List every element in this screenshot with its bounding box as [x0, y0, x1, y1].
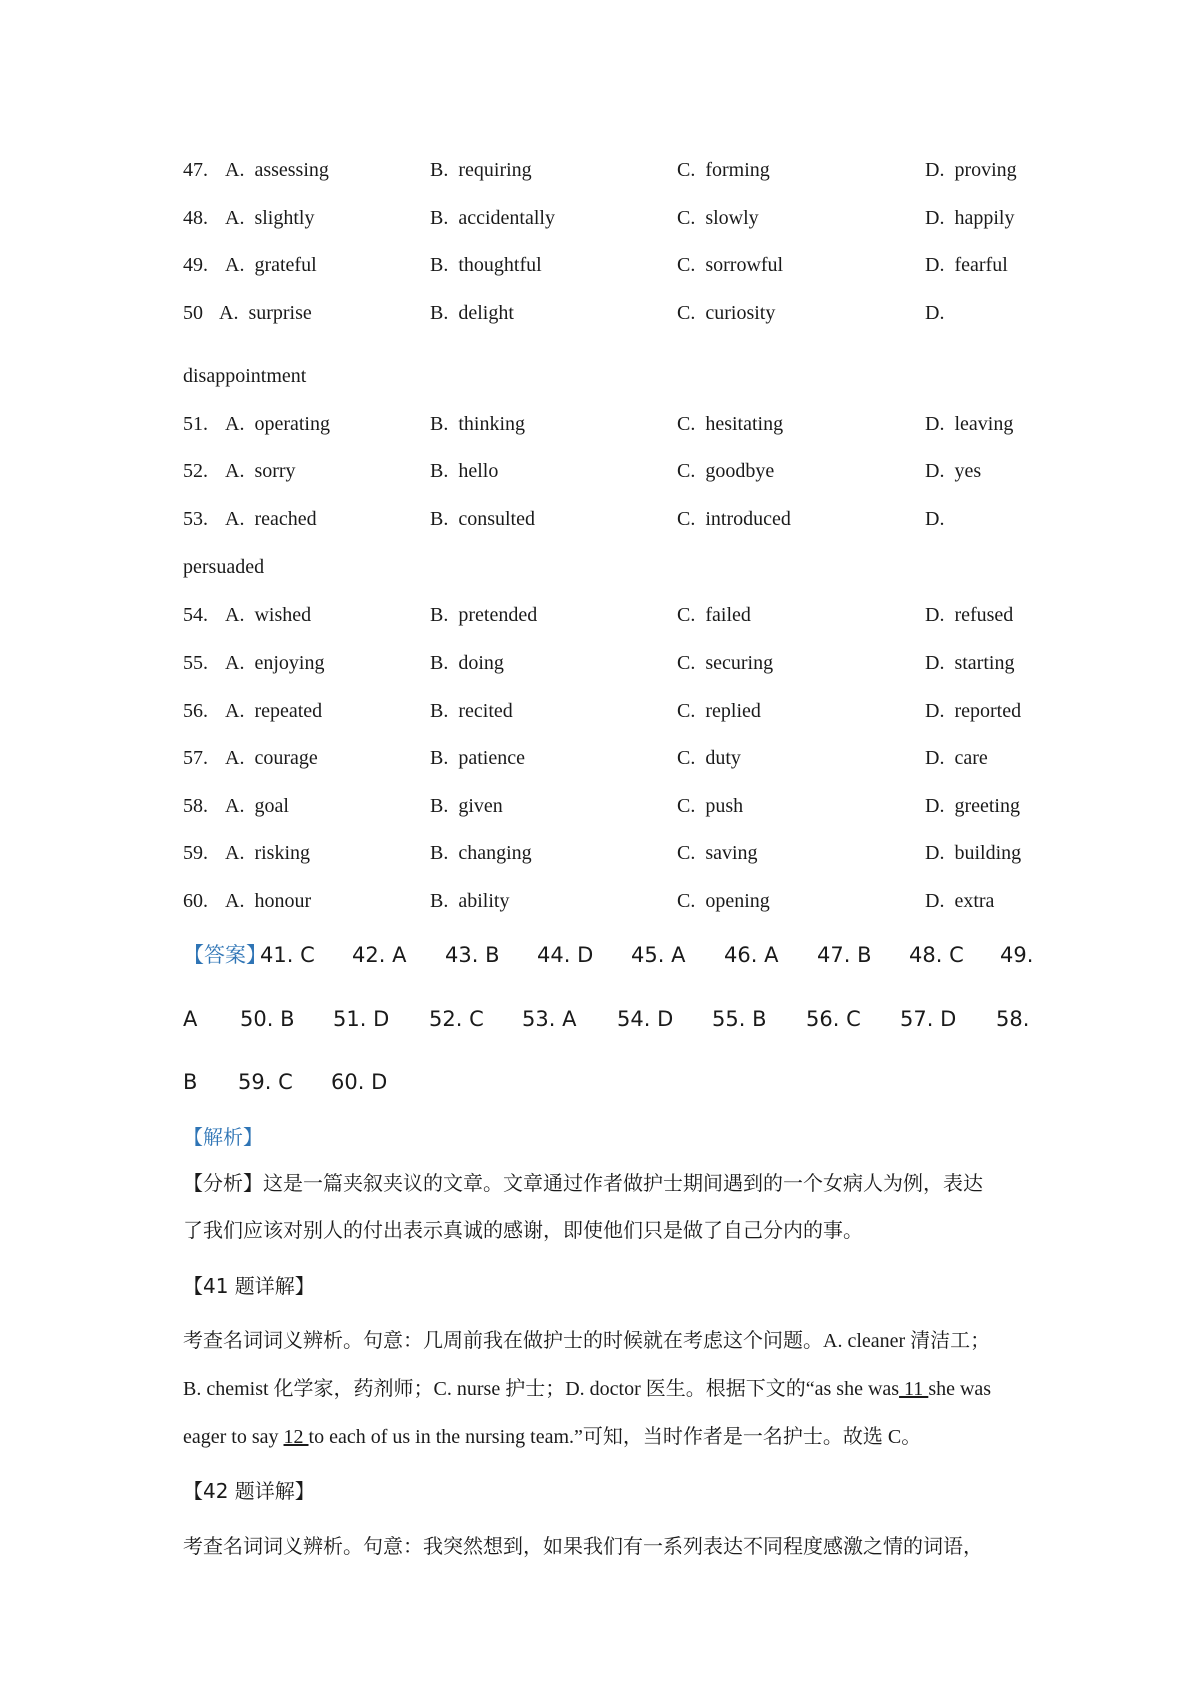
q42-heading: 【42 题详解】: [183, 1479, 315, 1503]
option-b: B. changing: [430, 842, 532, 864]
question-number: 51.: [183, 413, 208, 435]
question-number: 58.: [183, 795, 208, 817]
option-b: B. thoughtful: [430, 254, 542, 276]
answer-item: B: [183, 1070, 198, 1094]
analysis-label: 【解析】: [183, 1125, 263, 1149]
option-a: A. goal: [225, 795, 289, 817]
option-d: D. happily: [925, 207, 1015, 229]
option-b: B. recited: [430, 700, 513, 722]
question-number: 57.: [183, 747, 208, 769]
option-a: A. slightly: [225, 207, 315, 229]
option-c: C. saving: [677, 842, 758, 864]
option-d: D. starting: [925, 652, 1015, 674]
option-d: D.: [925, 302, 945, 324]
option-c: C. sorrowful: [677, 254, 784, 276]
blank-12: 12: [283, 1426, 309, 1448]
option-d: D. yes: [925, 460, 982, 482]
blank-11: 11: [899, 1378, 929, 1400]
option-d: D.: [925, 508, 945, 530]
option-d: D. extra: [925, 890, 995, 912]
question-number: 52.: [183, 460, 208, 482]
analysis-line: 【分析】这是一篇夹叙夹议的文章。文章通过作者做护士期间遇到的一个女病人为例，表达: [183, 1173, 983, 1195]
option-a: A. repeated: [225, 700, 323, 722]
question-number: 49.: [183, 254, 208, 276]
q41-line: 考查名词词义辨析。句意：几周前我在做护士的时候就在考虑这个问题。A. cleaner 清洁工；: [183, 1330, 991, 1352]
option-c: C. replied: [677, 700, 761, 722]
option-d: D. building: [925, 842, 1022, 864]
option-b: B. consulted: [430, 508, 535, 530]
option-b: B. given: [430, 795, 503, 817]
answer-item: 53. A: [522, 1007, 577, 1031]
question-number: 56.: [183, 700, 208, 722]
question-number: 50: [183, 302, 203, 324]
option-c: C. securing: [677, 652, 774, 674]
question-number: 55.: [183, 652, 208, 674]
answer-item: 42. A: [352, 943, 407, 967]
question-number: 60.: [183, 890, 208, 912]
question-number: 47.: [183, 159, 208, 181]
answer-item: 57. D: [900, 1007, 957, 1031]
option-d: D. refused: [925, 604, 1014, 626]
option-b: B. ability: [430, 890, 510, 912]
option-a: A. surprise: [219, 302, 312, 324]
option-b: B. thinking: [430, 413, 526, 435]
question-number: 53.: [183, 508, 208, 530]
option-d: D. fearful: [925, 254, 1008, 276]
question-number: 59.: [183, 842, 208, 864]
q41-line: eager to say 12 to each of us in the nursing team.”可知，当时作者是一名护士。故选 C。: [183, 1426, 922, 1448]
option-d: D. proving: [925, 159, 1017, 181]
option-b: B. hello: [430, 460, 499, 482]
option-a: A. risking: [225, 842, 311, 864]
option-b: B. delight: [430, 302, 514, 324]
option-a: A. courage: [225, 747, 318, 769]
option-d: D. greeting: [925, 795, 1020, 817]
option-c: C. hesitating: [677, 413, 784, 435]
option-a: A. honour: [225, 890, 312, 912]
option-c: C. duty: [677, 747, 741, 769]
option-a: A. enjoying: [225, 652, 325, 674]
answer-item: 56. C: [806, 1007, 861, 1031]
answer-label: 【答案】: [183, 943, 267, 967]
option-c: C. opening: [677, 890, 770, 912]
q42-line: 考查名词词义辨析。句意：我突然想到，如果我们有一系列表达不同程度感激之情的词语，: [183, 1536, 983, 1558]
answer-item: 47. B: [817, 943, 872, 967]
answer-item: 49.: [1000, 943, 1034, 967]
option-d: D. reported: [925, 700, 1022, 722]
answer-item: 58.: [996, 1007, 1030, 1031]
option-b: B. patience: [430, 747, 525, 769]
option-c: C. push: [677, 795, 744, 817]
option-a: A. operating: [225, 413, 330, 435]
option-a: A. grateful: [225, 254, 317, 276]
option-a: A. wished: [225, 604, 312, 626]
answer-item: 54. D: [617, 1007, 674, 1031]
option-b: B. requiring: [430, 159, 532, 181]
answer-item: A: [183, 1007, 198, 1031]
option-c: C. failed: [677, 604, 751, 626]
option-a: A. sorry: [225, 460, 296, 482]
option-d: D. leaving: [925, 413, 1014, 435]
question-number: 48.: [183, 207, 208, 229]
option-c: C. goodbye: [677, 460, 775, 482]
option-d-wrapped-text: disappointment: [183, 365, 307, 387]
q41-heading: 【41 题详解】: [183, 1274, 315, 1298]
option-c: C. curiosity: [677, 302, 776, 324]
answer-item: 46. A: [724, 943, 779, 967]
question-number: 54.: [183, 604, 208, 626]
option-c: C. forming: [677, 159, 770, 181]
option-d-wrapped-text: persuaded: [183, 556, 265, 578]
answer-item: 44. D: [537, 943, 594, 967]
answer-item: 51. D: [333, 1007, 390, 1031]
answer-item: 50. B: [240, 1007, 295, 1031]
answer-item: 52. C: [429, 1007, 484, 1031]
option-c: C. slowly: [677, 207, 759, 229]
option-a: A. assessing: [225, 159, 329, 181]
option-b: B. accidentally: [430, 207, 555, 229]
answer-item: 41. C: [260, 943, 315, 967]
answer-item: 45. A: [631, 943, 686, 967]
option-a: A. reached: [225, 508, 317, 530]
q41-line: B. chemist 化学家，药剂师；C. nurse 护士；D. doctor 医生。根据下文的“as she was 11 she was: [183, 1378, 992, 1400]
answer-item: 59. C: [238, 1070, 293, 1094]
answer-item: 60. D: [331, 1070, 388, 1094]
answer-item: 55. B: [712, 1007, 767, 1031]
answer-item: 43. B: [445, 943, 500, 967]
option-c: C. introduced: [677, 508, 791, 530]
option-b: B. doing: [430, 652, 504, 674]
option-b: B. pretended: [430, 604, 538, 626]
answer-item: 48. C: [909, 943, 964, 967]
option-d: D. care: [925, 747, 988, 769]
analysis-line: 了我们应该对别人的付出表示真诚的感谢，即使他们只是做了自己分内的事。: [183, 1220, 863, 1242]
